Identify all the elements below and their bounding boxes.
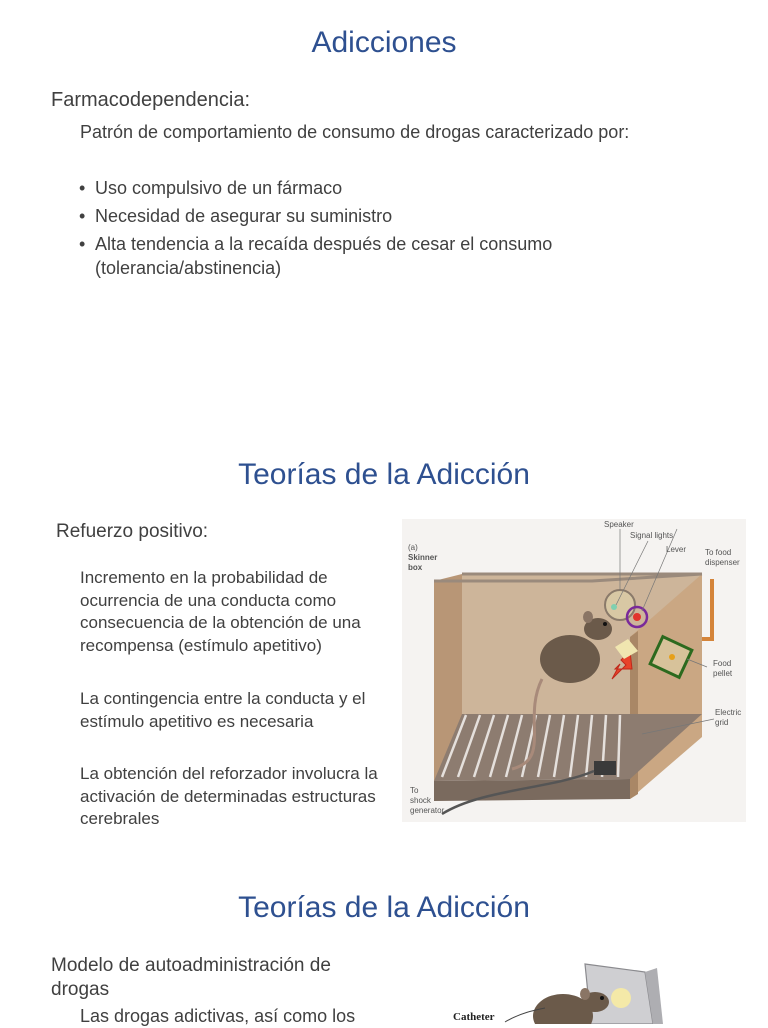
label-speaker: Speaker bbox=[604, 520, 634, 529]
light-icon bbox=[611, 988, 631, 1008]
panel-label: (a) bbox=[408, 543, 418, 552]
food-pellet-icon bbox=[669, 654, 675, 660]
label-lever: Lever bbox=[666, 545, 687, 554]
label-food-dispenser: To food bbox=[705, 548, 732, 557]
label-catheter: Catheter bbox=[453, 1011, 495, 1023]
label-food-pellet: pellet bbox=[713, 669, 733, 678]
bullet-item: • Alta tendencia a la recaída después de cesar el consumo (tolerancia/abstinencia) bbox=[75, 232, 615, 280]
slide1-intro: Patrón de comportamiento de consumo de drogas caracterizado por: bbox=[80, 122, 630, 142]
label-electric-grid: grid bbox=[715, 718, 729, 727]
slide2-paragraph: La contingencia entre la conducta y el estímulo apetitivo es necesaria bbox=[80, 689, 366, 731]
slide1-bullet-list bbox=[75, 176, 715, 284]
connector bbox=[594, 761, 616, 775]
lever-icon bbox=[633, 613, 641, 621]
figure-caption: Skinner bbox=[408, 553, 438, 562]
label-food-pellet: Food bbox=[713, 659, 732, 668]
label-signal-lights: Signal lights bbox=[630, 531, 674, 540]
label-shock-generator: generator bbox=[410, 806, 445, 815]
slide3-title: Teorías de la Adicción bbox=[238, 891, 530, 924]
bullet-item: • Uso compulsivo de un fármaco bbox=[75, 176, 715, 200]
slide3-heading: Modelo de autoadministración de drogas bbox=[51, 955, 331, 1000]
slide1-heading: Farmacodependencia: bbox=[51, 89, 251, 111]
figure-caption: box bbox=[408, 563, 423, 572]
slide2-paragraph: La obtención del reforzador involucra la activación de determinadas estructuras cerebrales bbox=[80, 764, 378, 828]
slide3-partial-text: Las drogas adictivas, así como los bbox=[80, 1006, 356, 1026]
slide1-title: Adicciones bbox=[311, 26, 457, 59]
skinner-box-figure bbox=[402, 519, 746, 822]
slide2-heading: Refuerzo positivo: bbox=[56, 521, 209, 542]
self-administration-figure bbox=[445, 958, 665, 1024]
base bbox=[434, 779, 630, 801]
label-electric-grid: Electric bbox=[715, 708, 742, 717]
slide2-paragraph: Incremento en la probabilidad de ocurrencia de una conducta como consecuencia de la obtención de una recompensa (estímulo apetitivo) bbox=[80, 568, 361, 655]
label-shock-generator: To bbox=[410, 786, 419, 795]
bullet-item: • Necesidad de asegurar su suministro bbox=[75, 204, 715, 228]
label-food-dispenser: dispenser bbox=[705, 558, 740, 567]
slide2-title: Teorías de la Adicción bbox=[238, 458, 530, 491]
label-shock-generator: shock bbox=[410, 796, 431, 805]
speaker-icon bbox=[605, 590, 635, 620]
